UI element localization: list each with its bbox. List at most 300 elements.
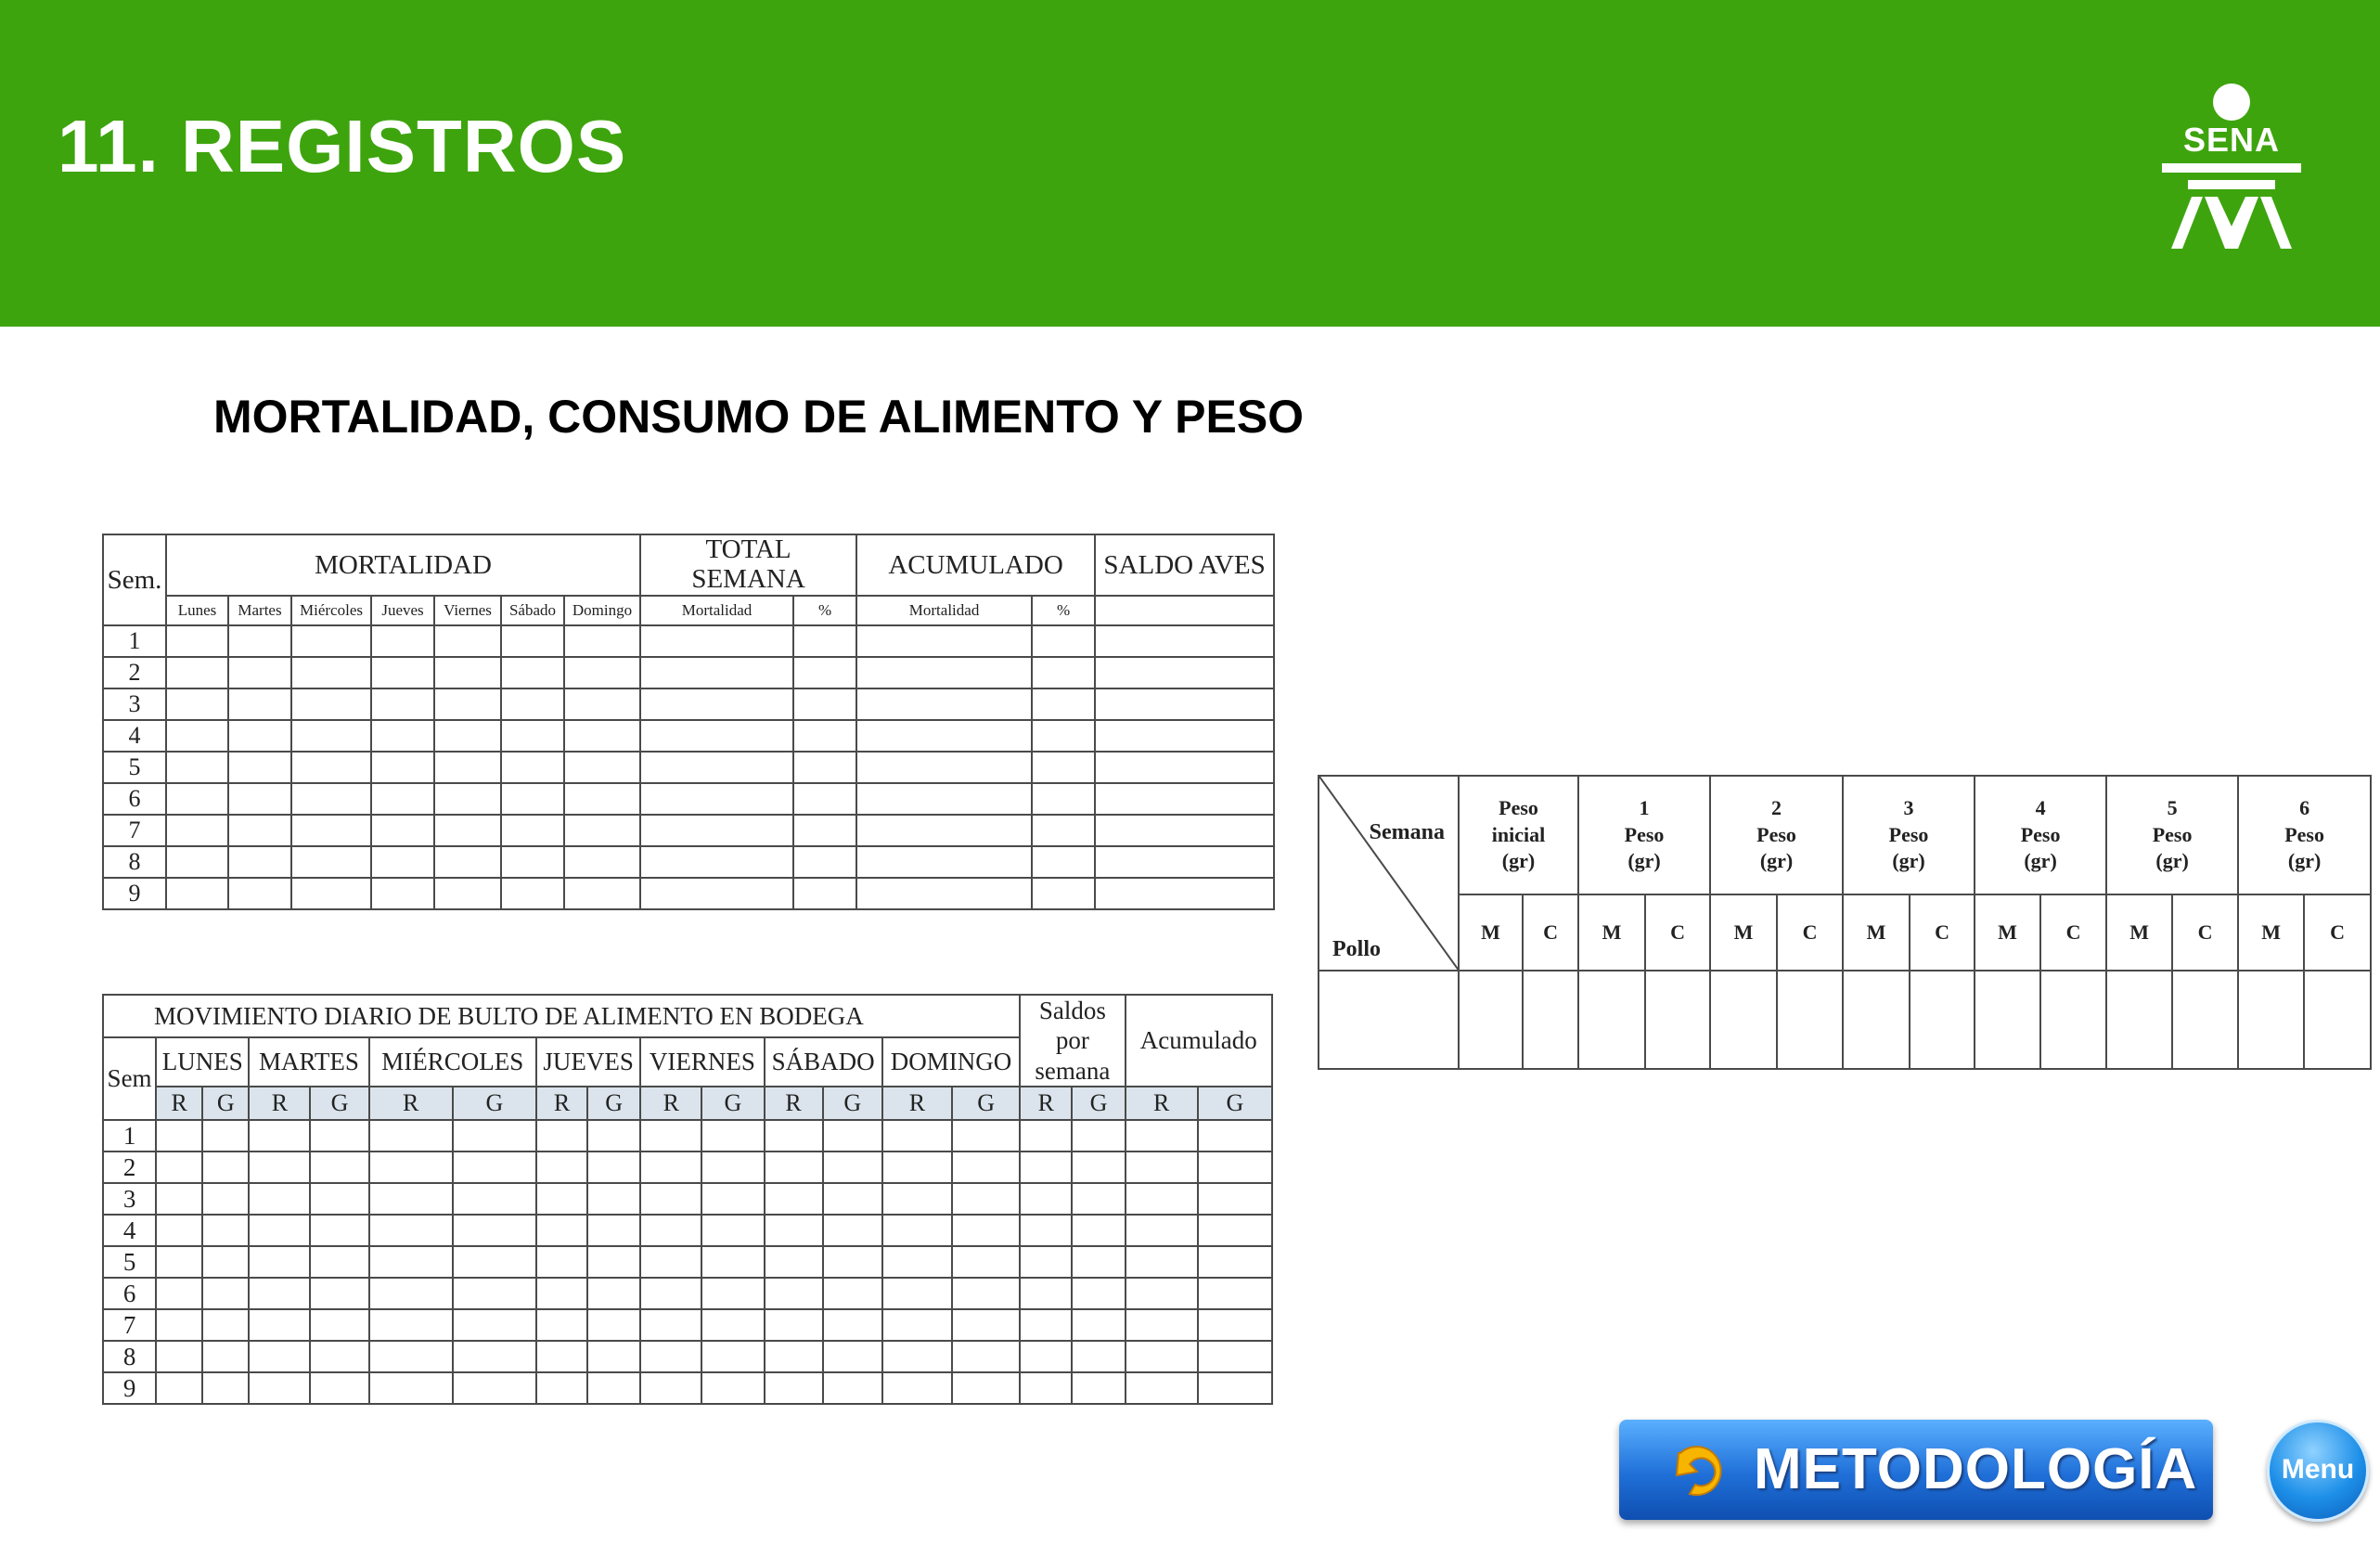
table-cell[interactable] [156,1246,202,1278]
table-cell[interactable] [2172,971,2238,1069]
table-cell[interactable] [856,720,1032,752]
table-cell[interactable] [640,657,793,688]
table-cell[interactable] [765,1341,823,1372]
table-cell[interactable] [310,1120,368,1152]
table-cell[interactable] [369,1183,453,1215]
table-cell[interactable] [202,1120,249,1152]
table-cell[interactable] [501,688,564,720]
table-cell[interactable] [823,1278,882,1309]
table-cell[interactable] [536,1215,587,1246]
table-cell[interactable] [640,1341,701,1372]
table-cell[interactable] [202,1183,249,1215]
table-cell[interactable] [564,783,640,815]
table-cell[interactable] [1032,783,1095,815]
table-cell[interactable] [228,878,291,909]
table-cell[interactable] [453,1183,536,1215]
table-cell[interactable] [882,1309,952,1341]
table-cell[interactable] [310,1372,368,1404]
table-cell[interactable] [1020,1372,1072,1404]
table-row [103,720,1274,752]
weight-column-header [1975,776,2106,894]
table-cell[interactable] [501,625,564,657]
table-cell[interactable] [536,1152,587,1183]
table-cell[interactable] [1126,1341,1198,1372]
table-cell[interactable] [793,720,856,752]
table-cell[interactable] [1095,752,1274,783]
table-cell[interactable] [564,752,640,783]
table-cell[interactable] [856,783,1032,815]
table-cell[interactable] [793,783,856,815]
table-cell[interactable] [156,1183,202,1215]
methodology-button[interactable] [1619,1420,2213,1520]
table-cell[interactable] [1198,1152,1272,1183]
table-cell[interactable] [156,1309,202,1341]
table-cell[interactable] [765,1152,823,1183]
table-cell[interactable] [453,1309,536,1341]
table-cell[interactable] [1126,1278,1198,1309]
feed-day-header: DOMINGO [882,1037,1020,1087]
table-cell[interactable] [952,1309,1020,1341]
table-cell[interactable] [640,688,793,720]
table-cell[interactable] [1523,971,1578,1069]
table-cell[interactable] [249,1152,310,1183]
table-cell[interactable] [166,815,228,846]
table-cell[interactable] [701,1278,764,1309]
table-cell[interactable] [587,1120,640,1152]
table-cell[interactable] [765,1309,823,1341]
table-cell[interactable] [765,1278,823,1309]
table-cell[interactable] [1072,1246,1125,1278]
table-cell[interactable] [952,1183,1020,1215]
table-cell[interactable] [536,1278,587,1309]
table-cell[interactable] [587,1278,640,1309]
table-cell[interactable] [501,752,564,783]
table-cell[interactable] [1020,1183,1072,1215]
table-cell[interactable] [291,878,371,909]
table-cell[interactable] [371,846,434,878]
table-cell[interactable] [1126,1215,1198,1246]
table-cell[interactable] [823,1341,882,1372]
table-cell[interactable] [202,1152,249,1183]
table-cell[interactable] [249,1372,310,1404]
table-cell[interactable] [1198,1341,1272,1372]
table-cell[interactable] [1020,1278,1072,1309]
table-cell[interactable] [369,1120,453,1152]
table-cell[interactable] [1020,1120,1072,1152]
table-cell[interactable] [369,1309,453,1341]
table-cell[interactable] [640,1246,701,1278]
table-cell[interactable] [952,1152,1020,1183]
table-cell[interactable] [156,1372,202,1404]
table-cell[interactable] [369,1372,453,1404]
table-cell[interactable] [793,846,856,878]
table-cell[interactable] [202,1341,249,1372]
table-cell[interactable] [640,1215,701,1246]
table-cell[interactable] [952,1341,1020,1372]
table-cell[interactable] [371,783,434,815]
table-cell[interactable] [1032,878,1095,909]
table-cell[interactable] [952,1278,1020,1309]
table-cell[interactable] [434,657,501,688]
table-cell[interactable] [536,1183,587,1215]
table-cell[interactable] [701,1120,764,1152]
table-cell[interactable] [536,1341,587,1372]
table-cell[interactable] [536,1309,587,1341]
table-cell[interactable] [564,688,640,720]
table-cell[interactable] [453,1341,536,1372]
table-cell[interactable] [228,657,291,688]
table-cell[interactable] [587,1183,640,1215]
table-cell[interactable] [1198,1183,1272,1215]
table-cell[interactable] [564,815,640,846]
table-cell[interactable] [156,1341,202,1372]
table-cell[interactable] [249,1120,310,1152]
table-cell[interactable] [310,1152,368,1183]
week-number: 9 [103,1372,156,1404]
table-cell[interactable] [1198,1246,1272,1278]
table-cell[interactable] [1032,625,1095,657]
table-cell[interactable] [882,1341,952,1372]
table-cell[interactable] [1843,971,1910,1069]
table-cell[interactable] [453,1278,536,1309]
pollo-data-cell[interactable] [1319,971,1459,1069]
table-cell[interactable] [882,1372,952,1404]
table-cell[interactable] [856,688,1032,720]
table-cell[interactable] [640,1152,701,1183]
table-cell[interactable] [1020,1215,1072,1246]
table-cell[interactable] [1126,1120,1198,1152]
table-cell[interactable] [882,1215,952,1246]
table-cell[interactable] [453,1215,536,1246]
table-cell[interactable] [434,688,501,720]
table-cell[interactable] [156,1215,202,1246]
table-cell[interactable] [536,1246,587,1278]
table-cell[interactable] [1072,1372,1125,1404]
table-cell[interactable] [701,1309,764,1341]
table-cell[interactable] [1975,971,2040,1069]
table-cell[interactable] [823,1120,882,1152]
table-cell[interactable] [2040,971,2106,1069]
table-cell[interactable] [1032,752,1095,783]
table-cell[interactable] [1198,1278,1272,1309]
table-cell[interactable] [2238,971,2304,1069]
table-cell[interactable] [434,783,501,815]
table-cell[interactable] [587,1372,640,1404]
table-cell[interactable] [501,878,564,909]
table-cell[interactable] [765,1183,823,1215]
table-cell[interactable] [310,1215,368,1246]
table-cell[interactable] [793,815,856,846]
table-cell[interactable] [310,1183,368,1215]
table-cell[interactable] [952,1215,1020,1246]
table-cell[interactable] [1459,971,1523,1069]
table-cell[interactable] [291,815,371,846]
table-cell[interactable] [369,1215,453,1246]
table-cell[interactable] [1126,1372,1198,1404]
table-cell[interactable] [453,1246,536,1278]
table-cell[interactable] [310,1341,368,1372]
table-cell[interactable] [228,783,291,815]
table-cell[interactable] [1578,971,1645,1069]
table-cell[interactable] [1072,1183,1125,1215]
table-cell[interactable] [1126,1309,1198,1341]
table-cell[interactable] [369,1246,453,1278]
table-cell[interactable] [434,752,501,783]
table-cell[interactable] [291,657,371,688]
table-cell[interactable] [2106,971,2172,1069]
table-cell[interactable] [249,1183,310,1215]
table-cell[interactable] [564,720,640,752]
table-cell[interactable] [765,1120,823,1152]
table-cell[interactable] [765,1246,823,1278]
table-cell[interactable] [371,625,434,657]
table-cell[interactable] [501,846,564,878]
table-cell[interactable] [952,1120,1020,1152]
c-header: C [1910,894,1975,971]
weight-header-line: Peso [1756,822,1796,846]
table-cell[interactable] [823,1309,882,1341]
total-percent-header: % [793,596,856,625]
table-cell[interactable] [291,752,371,783]
table-cell[interactable] [1095,783,1274,815]
table-cell[interactable] [1126,1152,1198,1183]
table-cell[interactable] [640,878,793,909]
r-header: R [1020,1087,1072,1120]
table-cell[interactable] [640,1183,701,1215]
table-cell[interactable] [856,657,1032,688]
table-cell[interactable] [640,720,793,752]
table-cell[interactable] [823,1215,882,1246]
table-cell[interactable] [701,1215,764,1246]
table-cell[interactable] [882,1152,952,1183]
table-cell[interactable] [1710,971,1777,1069]
table-cell[interactable] [434,815,501,846]
table-cell[interactable] [228,815,291,846]
table-cell[interactable] [1095,688,1274,720]
table-cell[interactable] [371,878,434,909]
table-cell[interactable] [1072,1309,1125,1341]
table-cell[interactable] [202,1372,249,1404]
table-cell[interactable] [1072,1152,1125,1183]
table-cell[interactable] [166,783,228,815]
table-cell[interactable] [310,1309,368,1341]
table-cell[interactable] [371,657,434,688]
table-cell[interactable] [1645,971,1710,1069]
table-cell[interactable] [166,688,228,720]
table-cell[interactable] [1072,1278,1125,1309]
table-cell[interactable] [882,1120,952,1152]
table-cell[interactable] [536,1372,587,1404]
table-cell[interactable] [1032,815,1095,846]
table-cell[interactable] [1198,1309,1272,1341]
table-cell[interactable] [369,1341,453,1372]
table-cell[interactable] [1020,1309,1072,1341]
table-cell[interactable] [1020,1246,1072,1278]
table-cell[interactable] [166,752,228,783]
table-cell[interactable] [228,720,291,752]
table-cell[interactable] [701,1152,764,1183]
table-cell[interactable] [1095,846,1274,878]
table-row [103,1152,1272,1183]
table-cell[interactable] [2304,971,2371,1069]
table-cell[interactable] [1072,1341,1125,1372]
table-cell[interactable] [310,1246,368,1278]
table-cell[interactable] [1020,1152,1072,1183]
table-cell[interactable] [291,846,371,878]
table-cell[interactable] [228,752,291,783]
table-cell[interactable] [1777,971,1843,1069]
table-cell[interactable] [701,1341,764,1372]
table-cell[interactable] [1095,720,1274,752]
table-cell[interactable] [564,657,640,688]
table-cell[interactable] [1198,1372,1272,1404]
table-cell[interactable] [1032,846,1095,878]
table-cell[interactable] [587,1246,640,1278]
table-cell[interactable] [882,1278,952,1309]
table-cell[interactable] [952,1372,1020,1404]
table-cell[interactable] [166,720,228,752]
table-cell[interactable] [1095,625,1274,657]
table-cell[interactable] [249,1309,310,1341]
table-cell[interactable] [856,752,1032,783]
menu-label: Menu [2281,1454,2355,1485]
table-cell[interactable] [536,1120,587,1152]
table-cell[interactable] [202,1309,249,1341]
table-cell[interactable] [564,878,640,909]
table-cell[interactable] [228,625,291,657]
table-cell[interactable] [952,1246,1020,1278]
table-cell[interactable] [640,1120,701,1152]
weight-header-line: Peso [2284,822,2324,846]
table-cell[interactable] [1095,878,1274,909]
table-cell[interactable] [156,1278,202,1309]
table-cell[interactable] [434,625,501,657]
table-cell[interactable] [369,1152,453,1183]
table-cell[interactable] [1095,815,1274,846]
table-cell[interactable] [823,1372,882,1404]
table-cell[interactable] [371,688,434,720]
table-cell[interactable] [765,1372,823,1404]
table-cell[interactable] [1032,688,1095,720]
table-cell[interactable] [453,1120,536,1152]
table-cell[interactable] [793,625,856,657]
table-cell[interactable] [587,1309,640,1341]
table-cell[interactable] [640,625,793,657]
table-cell[interactable] [793,657,856,688]
table-cell[interactable] [228,688,291,720]
table-cell[interactable] [166,625,228,657]
table-cell[interactable] [1095,657,1274,688]
table-cell[interactable] [1198,1120,1272,1152]
table-cell[interactable] [202,1215,249,1246]
table-cell[interactable] [1020,1341,1072,1372]
table-cell[interactable] [856,815,1032,846]
table-cell[interactable] [765,1215,823,1246]
table-cell[interactable] [640,752,793,783]
table-cell[interactable] [249,1278,310,1309]
table-cell[interactable] [701,1372,764,1404]
table-cell[interactable] [1126,1246,1198,1278]
table-cell[interactable] [587,1341,640,1372]
table-cell[interactable] [453,1372,536,1404]
table-cell[interactable] [453,1152,536,1183]
table-cell[interactable] [501,657,564,688]
table-cell[interactable] [249,1246,310,1278]
table-cell[interactable] [640,815,793,846]
table-cell[interactable] [249,1341,310,1372]
table-cell[interactable] [501,783,564,815]
table-cell[interactable] [369,1278,453,1309]
table-cell[interactable] [1910,971,1975,1069]
table-cell[interactable] [1198,1215,1272,1246]
table-cell[interactable] [587,1215,640,1246]
table-cell[interactable] [291,625,371,657]
table-cell[interactable] [228,846,291,878]
table-cell[interactable] [434,720,501,752]
table-cell[interactable] [371,752,434,783]
table-cell[interactable] [1032,720,1095,752]
table-cell[interactable] [291,688,371,720]
table-cell[interactable] [856,878,1032,909]
table-cell[interactable] [249,1215,310,1246]
table-cell[interactable] [564,625,640,657]
table-cell[interactable] [564,846,640,878]
table-cell[interactable] [1126,1183,1198,1215]
table-cell[interactable] [166,846,228,878]
table-cell[interactable] [1032,657,1095,688]
table-cell[interactable] [156,1120,202,1152]
table-cell[interactable] [856,625,1032,657]
table-cell[interactable] [310,1278,368,1309]
methodology-label: METODOLOGÍA [1754,1437,2198,1501]
table-cell[interactable] [166,657,228,688]
table-cell[interactable] [640,1372,701,1404]
table-cell[interactable] [202,1246,249,1278]
table-cell[interactable] [371,815,434,846]
table-cell[interactable] [701,1183,764,1215]
table-cell[interactable] [587,1152,640,1183]
table-cell[interactable] [202,1278,249,1309]
table-cell[interactable] [793,688,856,720]
menu-button[interactable] [2267,1420,2369,1522]
table-cell[interactable] [701,1246,764,1278]
table-cell[interactable] [1072,1215,1125,1246]
table-cell[interactable] [371,720,434,752]
table-cell[interactable] [640,1309,701,1341]
table-cell[interactable] [823,1183,882,1215]
table-cell[interactable] [882,1183,952,1215]
table-cell[interactable] [856,846,1032,878]
table-cell[interactable] [793,878,856,909]
table-cell[interactable] [793,752,856,783]
table-cell[interactable] [882,1246,952,1278]
table-cell[interactable] [166,878,228,909]
table-cell[interactable] [1072,1120,1125,1152]
table-cell[interactable] [291,720,371,752]
table-cell[interactable] [823,1152,882,1183]
table-cell[interactable] [640,783,793,815]
table-cell[interactable] [823,1246,882,1278]
table-cell[interactable] [156,1152,202,1183]
table-cell[interactable] [640,1278,701,1309]
g-header: G [202,1087,249,1120]
table-cell[interactable] [501,720,564,752]
table-cell[interactable] [291,783,371,815]
table-cell[interactable] [640,846,793,878]
table-cell[interactable] [501,815,564,846]
table-cell[interactable] [434,878,501,909]
table-cell[interactable] [434,846,501,878]
